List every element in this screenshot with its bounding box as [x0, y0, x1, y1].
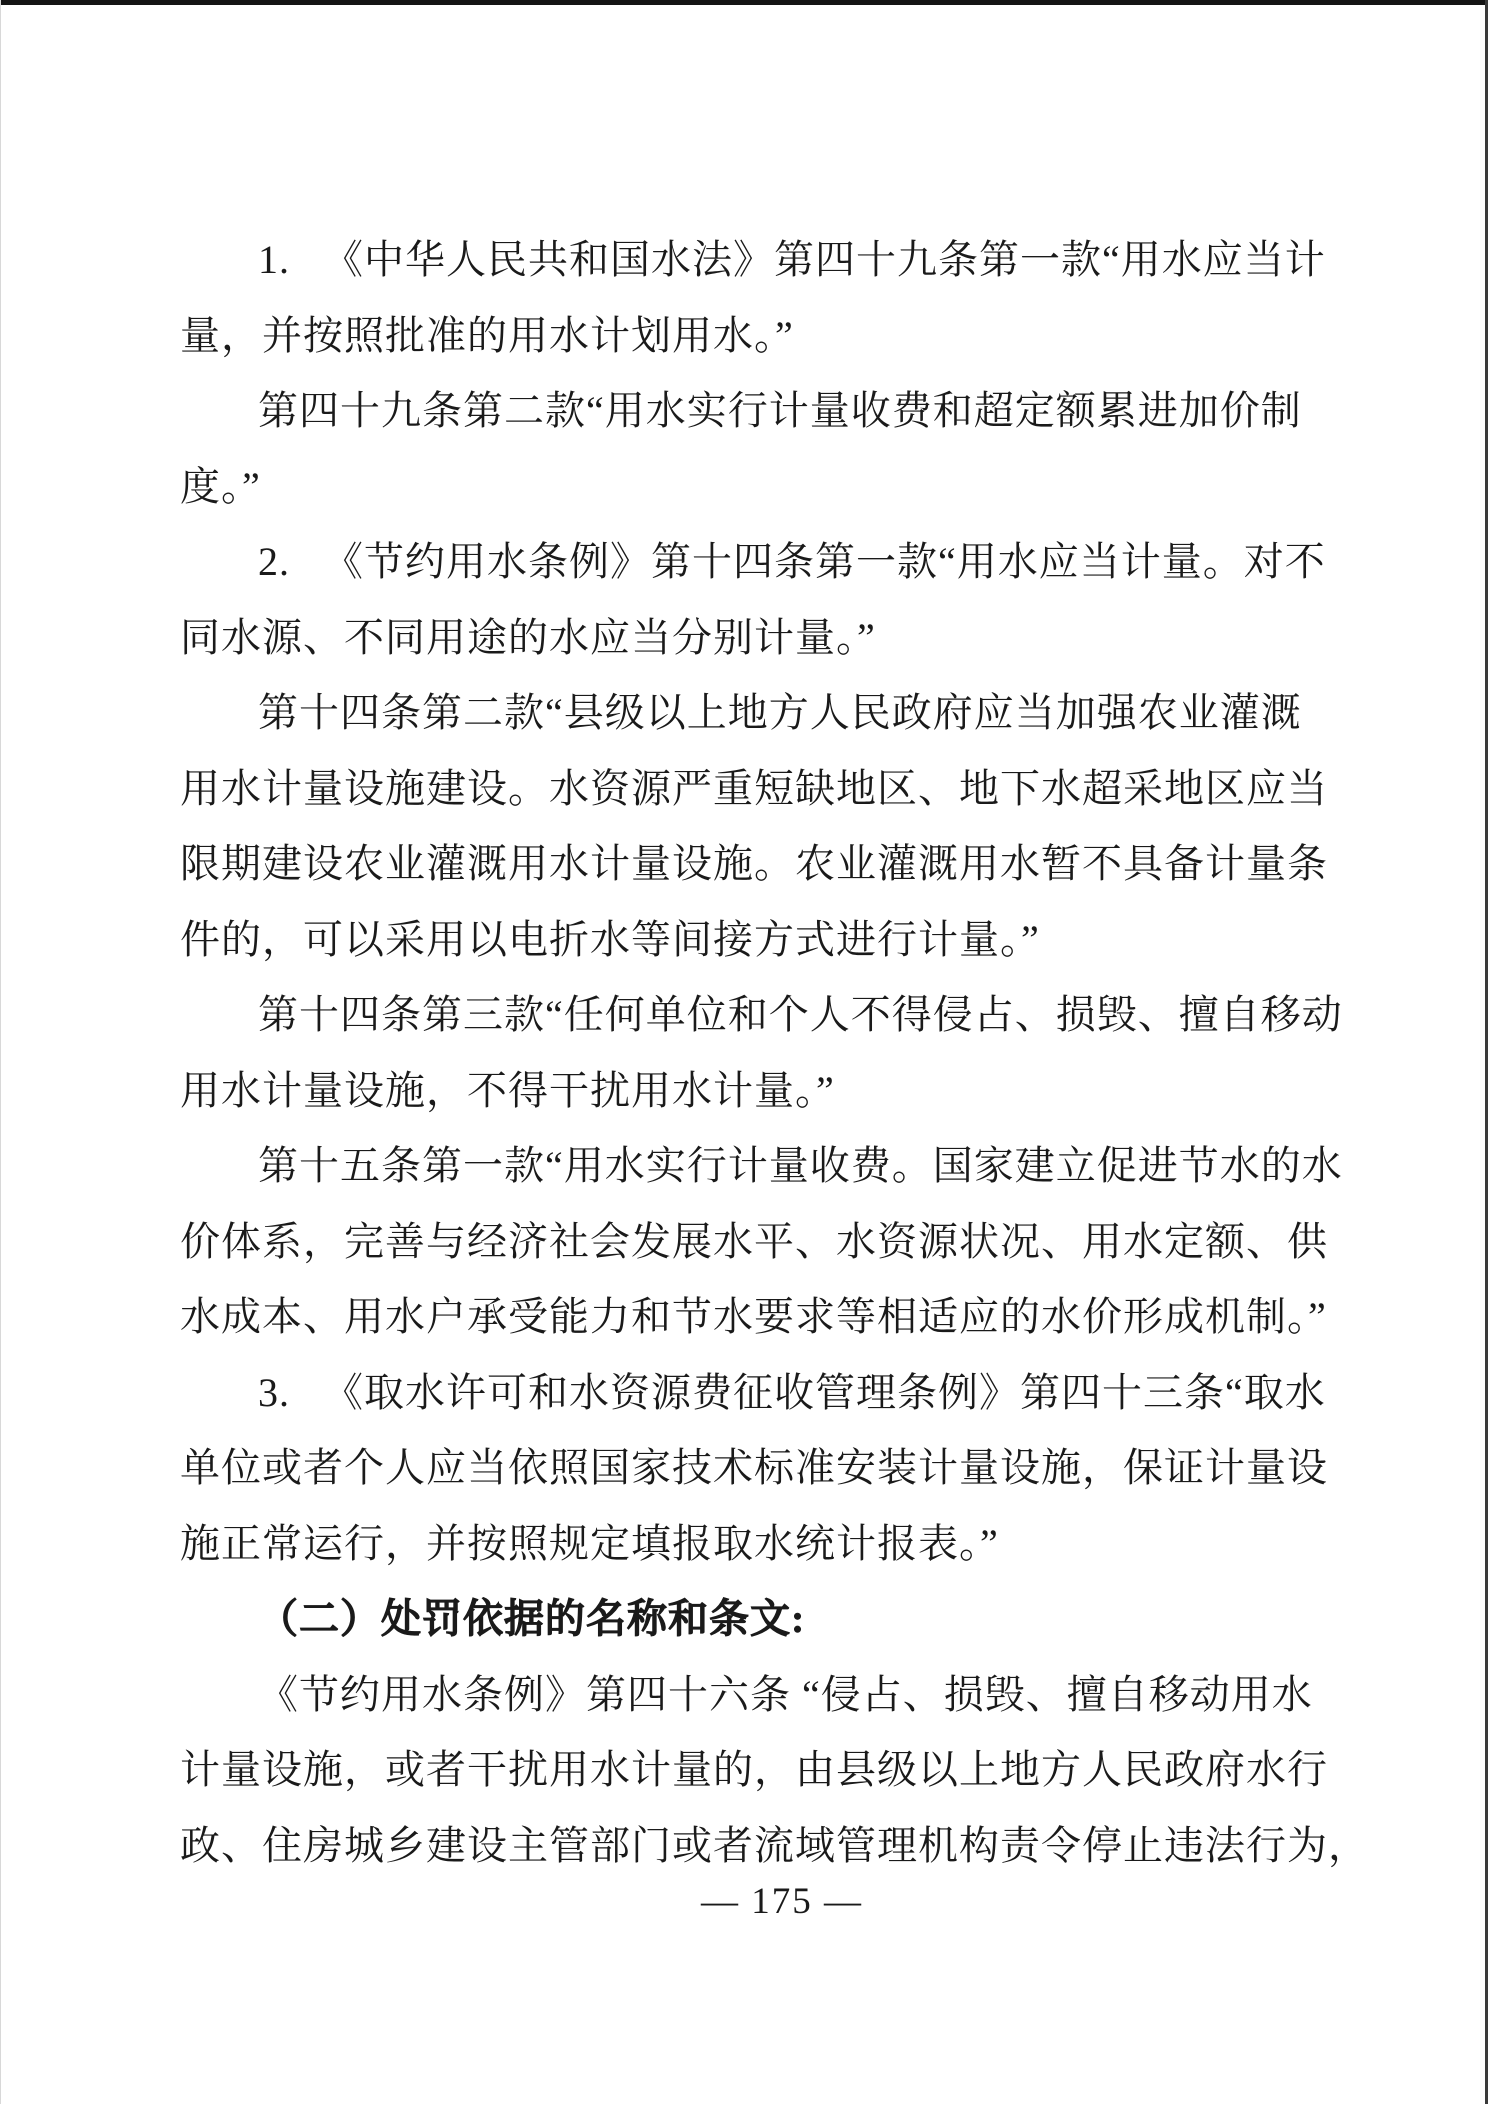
paragraph-item-2 — [180, 524, 1326, 675]
paragraph-item-3 — [180, 1355, 1328, 1582]
paragraph-clause-49-2 — [180, 373, 1320, 524]
text-line: 用水计量设施建设。水资源严重短缺地区、地下水超采地区应当 — [180, 765, 1328, 811]
text-line: 2. 《节约用水条例》第十四条第一款“用水应当计量。对不 — [258, 539, 1326, 584]
paragraph-clause-14-3 — [180, 977, 1343, 1128]
text-line: 水成本、用水户承受能力和节水要求等相适应的水价形成机制。” — [180, 1294, 1327, 1339]
text-line: 同水源、不同用途的水应当分别计量。” — [180, 614, 876, 660]
page-number: — 175 — — [701, 1881, 863, 1922]
document-body — [180, 222, 1369, 1883]
paragraph-clause-15-1 — [180, 1128, 1343, 1355]
paragraph-clause-46 — [180, 1657, 1369, 1884]
section-heading-text: （二）处罚依据的名称和条文: — [258, 1596, 806, 1641]
text-line: 第四十九条第二款“用水实行计量收费和超定额累进加价制 — [258, 388, 1302, 433]
text-line: 价体系，完善与经济社会发展水平、水资源状况、用水定额、供 — [180, 1218, 1328, 1264]
paragraph-item-1 — [180, 222, 1326, 373]
text-line: 量，并按照批准的用水计划用水。” — [180, 312, 794, 358]
text-line: 第十四条第二款“县级以上地方人民政府应当加强农业灌溉 — [258, 690, 1302, 735]
text-line: 度。” — [180, 463, 261, 509]
page-top-edge — [0, 0, 1488, 5]
text-line: 政、住房城乡建设主管部门或者流域管理机构责令停止违法行为， — [180, 1822, 1369, 1868]
text-line: 件的，可以采用以电折水等间接方式进行计量。” — [180, 916, 1040, 962]
text-line: 3. 《取水许可和水资源费征收管理条例》第四十三条“取水 — [258, 1369, 1326, 1415]
text-line: 单位或者个人应当依照国家技术标准安装计量设施，保证计量设 — [180, 1445, 1328, 1490]
text-line: 《节约用水条例》第四十六条 “侵占、损毁、擅自移动用水 — [258, 1671, 1313, 1717]
section-heading — [180, 1581, 1320, 1657]
text-line: 限期建设农业灌溉用水计量设施。农业灌溉用水暂不具备计量条 — [180, 841, 1328, 886]
text-line: 施正常运行，并按照规定填报取水统计报表。” — [180, 1520, 999, 1566]
page-left-edge — [0, 0, 1, 2104]
text-line: 第十四条第三款“任何单位和个人不得侵占、损毁、擅自移动 — [258, 992, 1343, 1037]
paragraph-clause-14-2 — [180, 675, 1328, 977]
text-line: 1. 《中华人民共和国水法》第四十九条第一款“用水应当计 — [258, 237, 1326, 282]
text-line: 用水计量设施，不得干扰用水计量。” — [180, 1067, 835, 1113]
text-line: 第十五条第一款“用水实行计量收费。国家建立促进节水的水 — [258, 1143, 1343, 1188]
text-line: 计量设施，或者干扰用水计量的，由县级以上地方人民政府水行 — [180, 1747, 1328, 1792]
